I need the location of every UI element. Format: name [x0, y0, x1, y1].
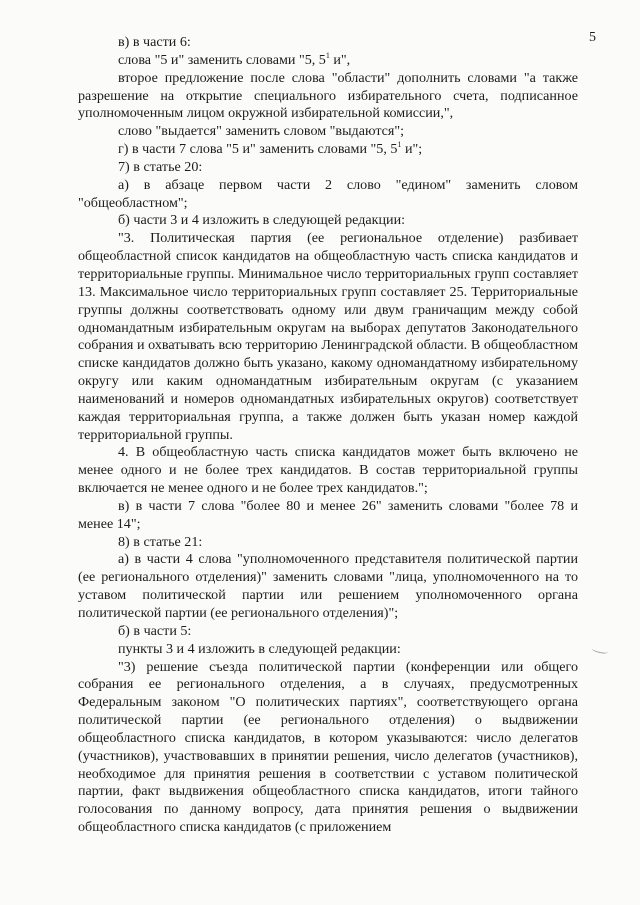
page-number: 5	[589, 30, 596, 45]
paragraph-part6-header: в) в части 6:	[118, 34, 191, 50]
paragraph-article20-v: в) в части 7 слова "более 80 и менее 26" заменить словами "более 78 и менее 14";	[78, 497, 578, 532]
paragraph-clause4: 4. В общеобластную часть списка кандидатов может быть включено не менее одного и не более трех кандидатов. В состав территориальной группы включается не менее одного и не более трех кандидатов.";	[78, 444, 578, 497]
scan-artifact	[592, 646, 609, 654]
paragraph-clause3: "3. Политическая партия (ее региональное отделение) разбивает общеобластной список кандидатов на общеобластную часть списка кандидатов и территориальные группы. Минимальное число территориальных групп составляет 13. Максимальное число территориальных групп составляет 25. Территориальные группы должны соответствовать одному или двум граничащим между собой одномандатным избирательным округам на выборах депутатов Законодательного собрания и охватывать всю территорию Ленинградской области. В общеобластном списке кандидатов должно быть указано, какому одномандатному избирательному округу или каким одномандатным избирательным округам (с указанием наименований и номеров одномандатных избирательных округов) соответствует каждая территориальная группа, а также должен быть указан номер каждой территориальной группы.	[78, 230, 578, 443]
paragraph-article20: 7) в статье 20:	[118, 158, 203, 175]
paragraph-article20-b: б) части 3 и 4 изложить в следующей редакции:	[118, 212, 406, 229]
paragraph-article21-a: а) в части 4 слова "уполномоченного представителя политической партии (ее регионального отделения)" заменить словами "лица, уполномоченного на то уставом политической партии или решением уполномоченного органа политической партии (ее регионального отделения)";	[78, 551, 578, 621]
paragraph-points-3-4: пункты 3 и 4 изложить в следующей редакции:	[118, 640, 401, 657]
paragraph-word-replace: слово "выдается" заменить словом "выдаются";	[118, 123, 405, 140]
superscript: 1	[397, 140, 402, 150]
superscript: 1	[325, 50, 330, 60]
paragraph-article21-b: б) в части 5:	[118, 622, 192, 639]
paragraph-article21: 8) в статье 21:	[118, 533, 203, 550]
text-run: и",	[329, 51, 351, 68]
paragraph-part6-words	[78, 52, 578, 70]
text-run: слова "5 и" заменить словами "5, 5	[118, 51, 326, 68]
paragraph-article20-a: а) в абзаце первом части 2 слово "едином" заменить словом "общеобластном";	[78, 176, 578, 211]
text-run: и";	[401, 141, 423, 158]
paragraph-point3: "3) решение съезда политической партии (конференции или общего собрания ее регионального отделения, а в случаях, предусмотренных Федеральным законом "О политических партиях", соответствующего органа политической партии (ее регионального отделения) о выдвижении общеобластного списка кандидатов, в котором указываются: число делегатов (участников), участвовавших в принятии решения, число делегатов (участников), необходимое для принятия решения в соответствии с уставом политической партии, факт выдвижения общеобластного списка кандидатов, итоги тайного голосования по данному вопросу, дата принятия решения о выдвижении общеобластного списка кандидатов (с приложением	[78, 658, 578, 836]
document-body	[78, 34, 578, 837]
paragraph-part7	[78, 141, 578, 159]
paragraph-second-sentence: второе предложение после слова "области" дополнить словами "а также разрешение на открытие специального избирательного счета, подписанное уполномоченным лицом окружной избирательной комиссии,",	[78, 69, 578, 122]
text-run: г) в части 7 слова "5 и" заменить словами "5, 5	[118, 141, 398, 158]
